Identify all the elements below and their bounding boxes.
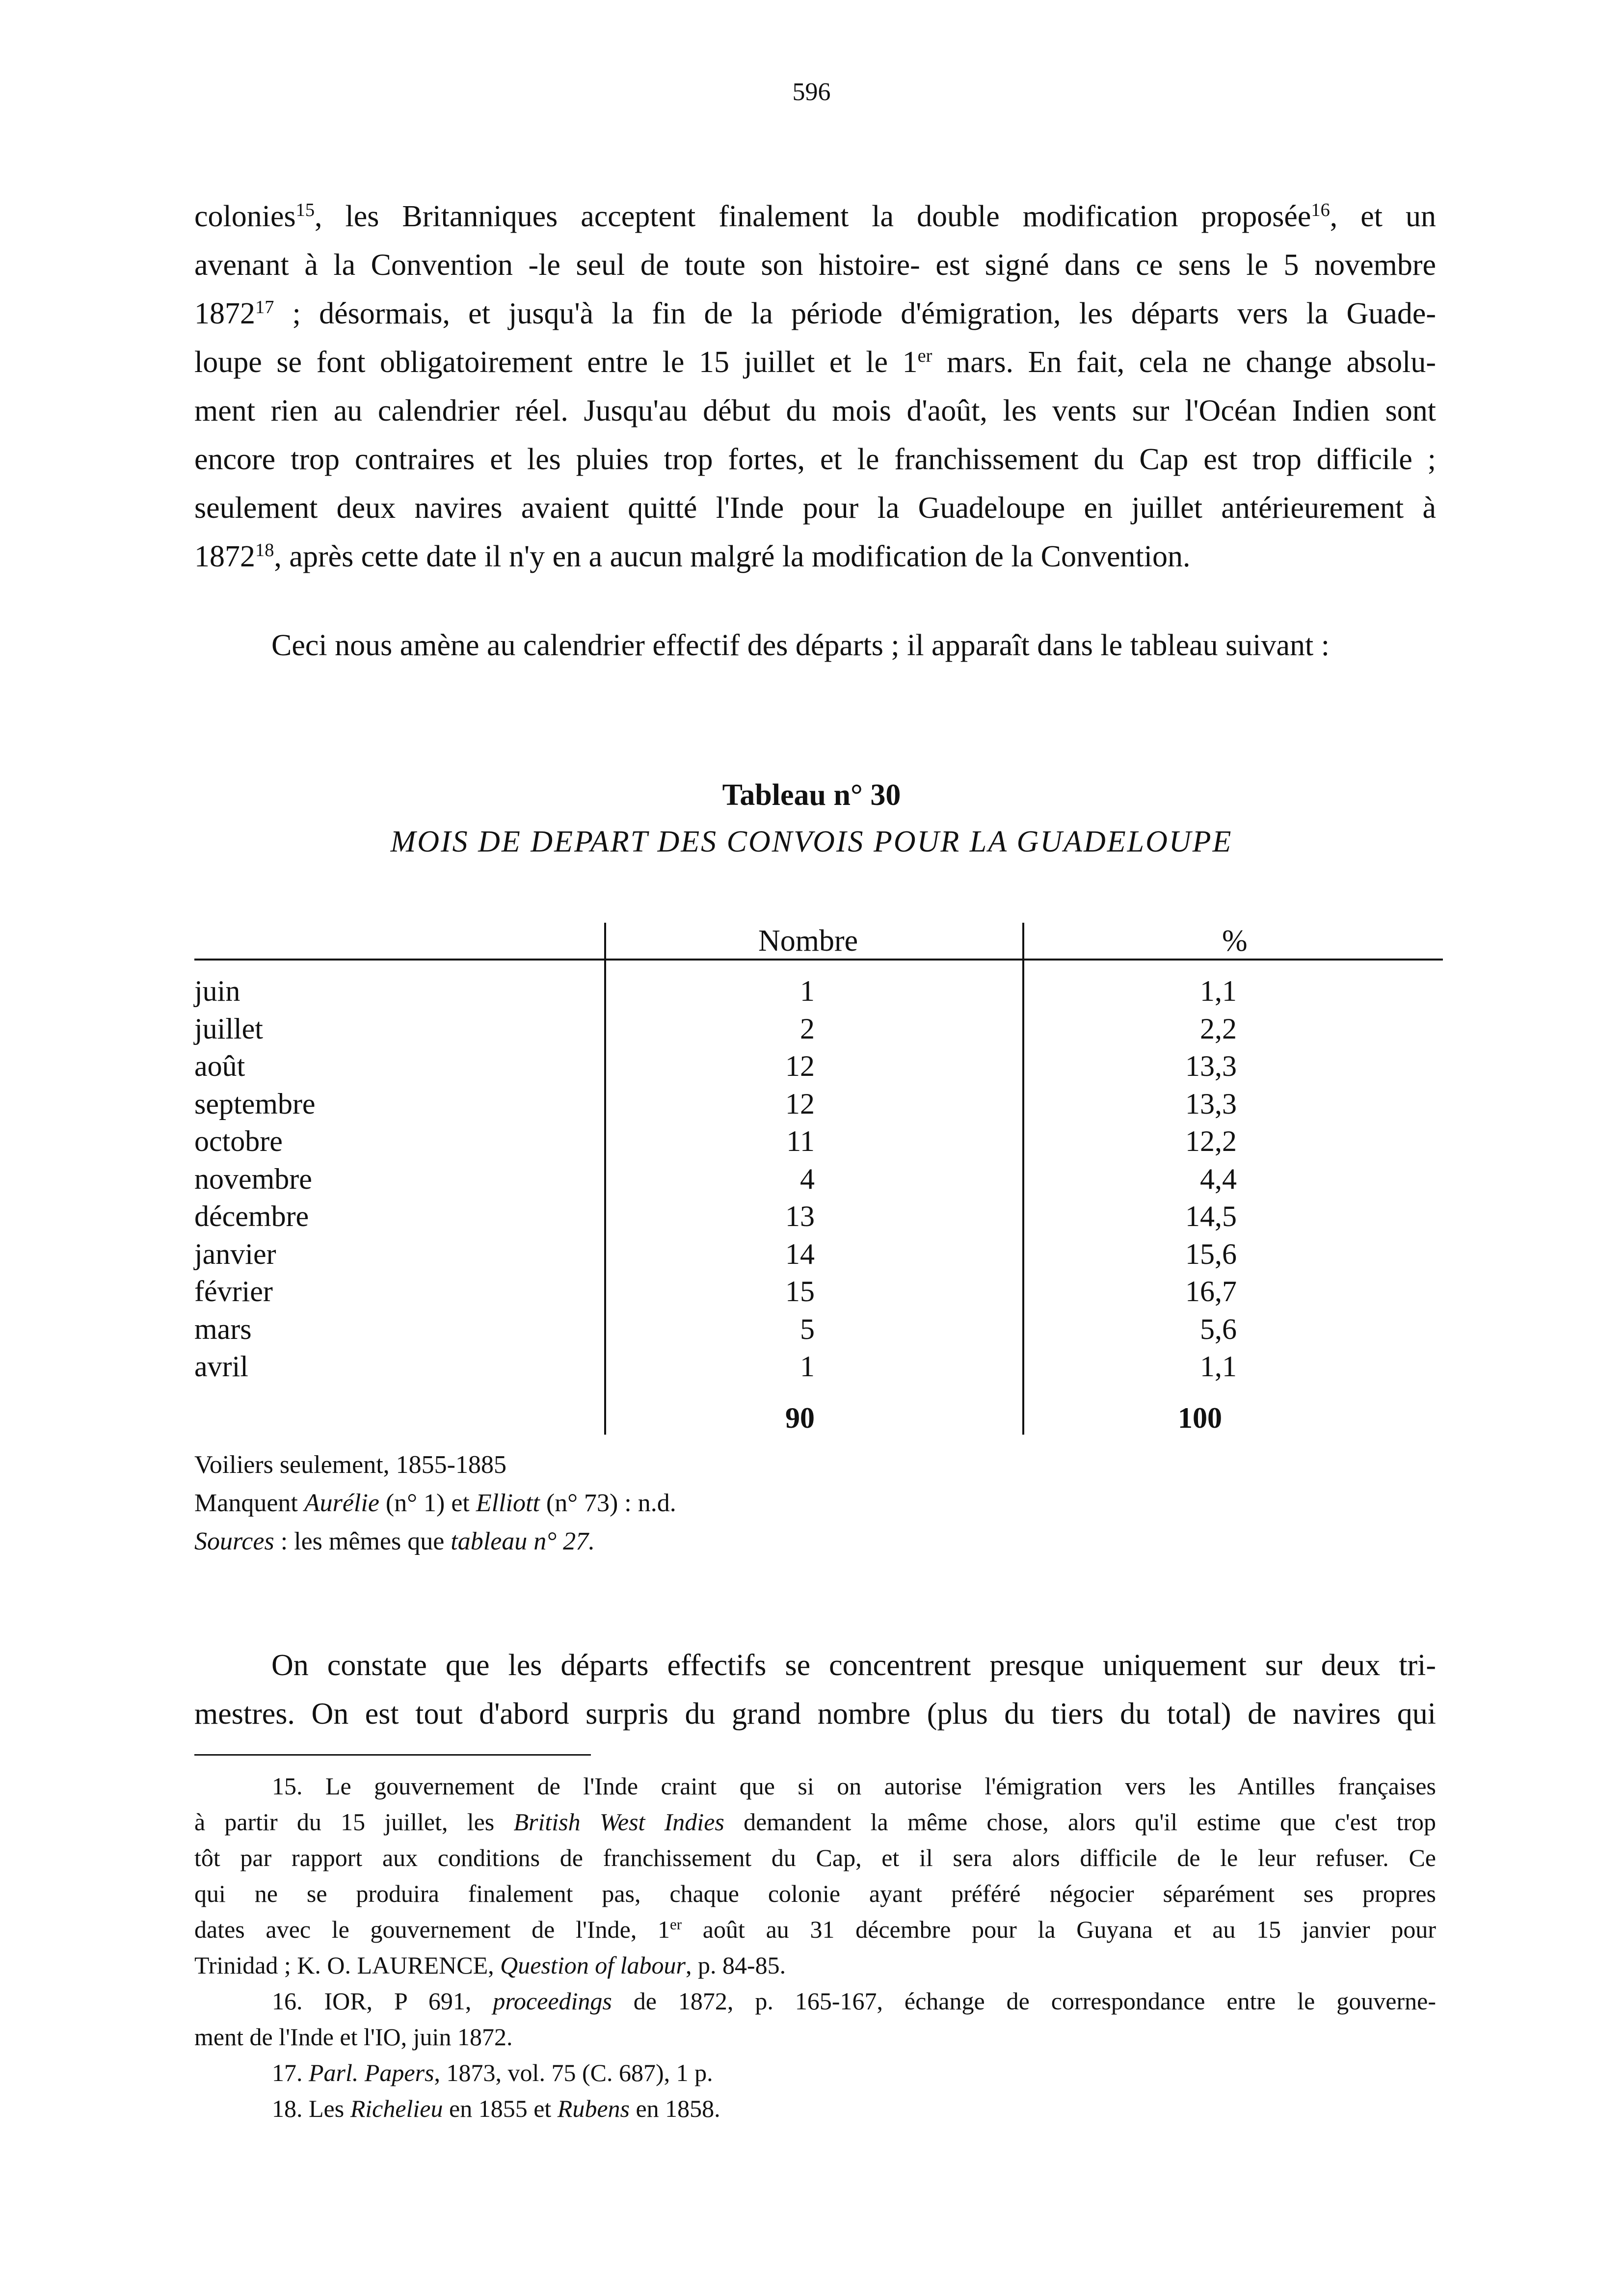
footnote-ref[interactable]: 16 <box>1311 199 1330 220</box>
table-header-rule <box>194 959 1443 961</box>
table-row-nombre: 5 <box>800 1313 815 1345</box>
table-row-percent: 1,1 <box>1200 975 1237 1007</box>
column-header-nombre: Nombre <box>758 924 858 958</box>
footnote-17: 17. Parl. Papers, 1873, vol. 75 (C. 687), 1 p. <box>272 2059 713 2086</box>
table-row-percent: 14,5 <box>1185 1200 1237 1232</box>
table-row-month: juillet <box>194 1013 263 1045</box>
table-row-month: août <box>194 1050 245 1082</box>
footnote-ref[interactable]: 17 <box>255 296 274 318</box>
footnote-ref[interactable]: 18 <box>255 539 274 561</box>
para1-line: colonies$^{15}$, les Britanniques acceptent finalement la double modification proposée$^{16}$, et un <box>194 199 1436 233</box>
table-row-nombre: 2 <box>800 1013 815 1045</box>
table-row-nombre: 12 <box>785 1050 815 1082</box>
para1-line: avenant à la Convention -le seul de toute son histoire- est signé dans ce sens le 5 novembre <box>194 248 1436 282</box>
note-line: Voiliers seulement, 1855-1885 <box>194 1451 506 1479</box>
table-row-percent: 2,2 <box>1200 1013 1237 1045</box>
table-row-month: janvier <box>194 1238 276 1270</box>
footnote-18: 18. Les Richelieu en 1855 et Rubens en 1858. <box>272 2095 720 2122</box>
table-divider-1 <box>604 923 606 1435</box>
table-row-month: décembre <box>194 1200 309 1232</box>
para1-line: seulement deux navires avaient quitté l'Inde pour la Guadeloupe en juillet antérieurement à <box>194 491 1436 525</box>
table-row-nombre: 11 <box>786 1125 815 1157</box>
para2-line: On constate que les départs effectifs se concentrent presque uniquement sur deux tri- <box>271 1649 1436 1682</box>
table-row-month: octobre <box>194 1125 283 1157</box>
table-row-month: juin <box>194 975 240 1007</box>
table-row-month: février <box>194 1275 273 1308</box>
para1-line: encore trop contraires et les pluies trop fortes, et le franchissement du Cap est trop difficile ; <box>194 443 1436 476</box>
para1-line: ment rien au calendrier réel. Jusqu'au début du mois d'août, les vents sur l'Océan Indien sont <box>194 394 1436 427</box>
table-row-percent: 4,4 <box>1200 1163 1237 1195</box>
para1-line: 1872$^{18}$, après cette date il n'y en a aucun malgré la modification de la Convention. <box>194 539 1191 573</box>
para1-line: 1872$^{17}$ ; désormais, et jusqu'à la fin de la période d'émigration, les départs vers la Guade- <box>194 296 1436 330</box>
table-notes <box>194 1446 676 1561</box>
paragraph-1 <box>194 192 1436 581</box>
page-number: 596 <box>792 78 831 106</box>
footnotes: 15. Le gouvernement de l'Inde craint que si on autorise l'émigration vers les Antilles françaises à partir du 15 juillet, les British West Indies demandent la même chose, alors qu'il estime que c'est trop tôt par rapport aux conditions de franchissement du Cap, et il sera alors difficile de le leur refuser. Ce qui ne se produira finalement pas, chaque colonie ayant préféré négocier séparément ses propres dates avec le gouvernement de l'Inde, 1er août au 31 décembre pour la Guyana et au 15 janvier pour Trinidad ; K. O. LAURENCE, Question of labour, p. 84-85. 16. IOR, P 691, proceedings de 1872, p. 165-167, échange de correspondance entre le gouverne- ment de l'Inde et l'IO, juin 1872. 17. Parl. Papers, 1873, vol. 75 (C. 687), 1 p. 18. Les Richelieu en 1855 et Rubens en 1858. <box>194 1768 1436 2127</box>
footnote-15: 15. Le gouvernement de l'Inde craint que si on autorise l'émigration vers les Antilles françaises <box>272 1772 1436 1800</box>
note-line: Manquent Aurélie (n° 1) et Elliott (n° 73) : n.d. <box>194 1489 676 1517</box>
note-line: Sources : les mêmes que tableau n° 27. <box>194 1527 595 1555</box>
table-row-percent: 13,3 <box>1185 1088 1237 1120</box>
table-title: Tableau n° 30 <box>722 778 901 812</box>
total-nombre: 90 <box>785 1402 815 1434</box>
table-row-nombre: 4 <box>800 1163 815 1195</box>
table-row-percent: 5,6 <box>1200 1313 1237 1345</box>
table-row-nombre: 1 <box>800 1350 815 1383</box>
column-header-percent: % <box>1222 924 1248 958</box>
footnote-ref[interactable]: 15 <box>295 199 315 220</box>
footnote-16: 16. IOR, P 691, proceedings de 1872, p. 165-167, échange de correspondance entre le gouverne- <box>272 1987 1436 2015</box>
table-subtitle: MOIS DE DEPART DES CONVOIS POUR LA GUADELOUPE <box>390 825 1233 858</box>
para2-line: mestres. On est tout d'abord surpris du grand nombre (plus du tiers du total) de navires qui <box>194 1697 1436 1731</box>
table-row-nombre: 15 <box>785 1275 815 1308</box>
table-row-percent: 1,1 <box>1200 1350 1237 1383</box>
total-percent: 100 <box>1178 1402 1222 1434</box>
table-row-month: novembre <box>194 1163 312 1195</box>
table-row-month: septembre <box>194 1088 316 1120</box>
table-divider-2 <box>1022 923 1024 1435</box>
table-row-nombre: 12 <box>785 1088 815 1120</box>
table-row-nombre: 14 <box>785 1238 815 1270</box>
table-row-month: avril <box>194 1350 248 1383</box>
table-row-percent: 16,7 <box>1185 1275 1237 1308</box>
table-row-nombre: 13 <box>785 1200 815 1232</box>
table-row-month: mars <box>194 1313 252 1345</box>
para1-line: loupe se font obligatoirement entre le 15 juillet et le 1er mars. En fait, cela ne change absolu- <box>194 345 1436 379</box>
table-row-nombre: 1 <box>800 975 815 1007</box>
paragraph-2 <box>194 1641 1436 1738</box>
table-row-percent: 12,2 <box>1185 1125 1237 1157</box>
table-row-percent: 15,6 <box>1185 1238 1237 1270</box>
table-row-percent: 13,3 <box>1185 1050 1237 1082</box>
intro-sentence: Ceci nous amène au calendrier effectif des départs ; il apparaît dans le tableau suivant : <box>271 629 1330 662</box>
footnote-rule <box>194 1754 591 1756</box>
